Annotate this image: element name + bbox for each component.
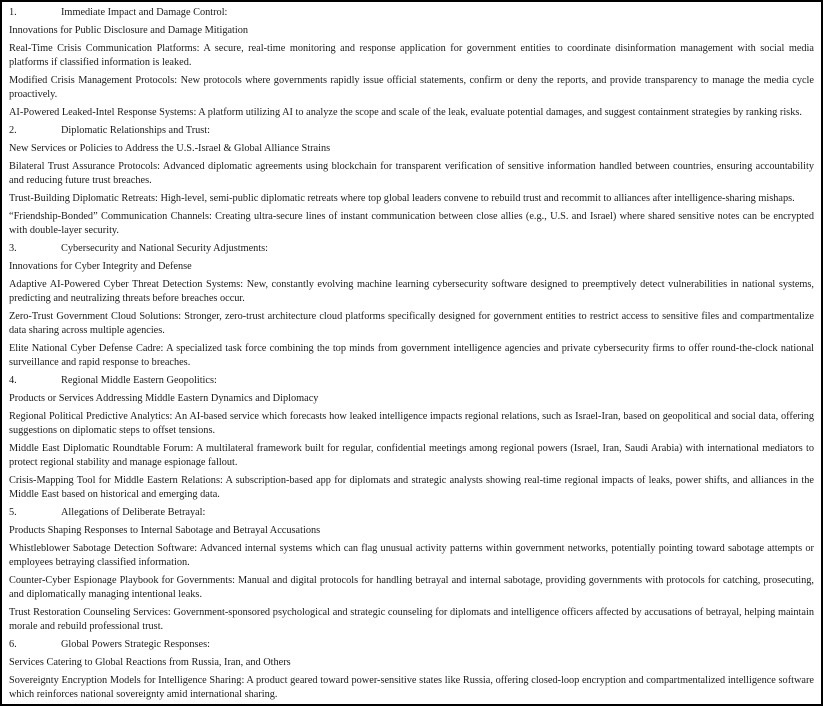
paragraph: AI-Powered Leaked-Intel Response Systems: A platform utilizing AI to analyze the scope and scale of the leak, evaluate potential damages, and suggest containment strategies by ranking risks. [9,107,802,118]
paragraph: Counter-Cyber Espionage Playbook for Governments: Manual and digital protocols for handling betrayal and internal sabotage, providing governments with protocols for catching, prosecuting, and diplomatically managing intentional leaks. [9,575,814,600]
section [9,638,814,702]
paragraph: Adaptive AI-Powered Cyber Threat Detection Systems: New, constantly evolving machine learning cybersecurity software designed to preemptively detect vulnerabilities in national systems, predicting and neutralizing threats before breaches occur. [9,279,814,304]
paragraph: Trust-Building Diplomatic Retreats: High-level, semi-public diplomatic retreats where top global leaders convene to rebuild trust and recommit to alliances after intelligence-sharing mishaps. [9,193,795,204]
sections-container [9,6,814,702]
section-heading-row [9,242,814,256]
section-number: 2. [9,125,17,136]
section-number: 6. [9,639,17,650]
section-number: 5. [9,507,17,518]
paragraph: Whistleblower Sabotage Detection Software: Advanced internal systems which can flag unusual activity patterns within government networks, potentially pointing toward sabotage attempts or employees betraying classified information. [9,543,814,568]
section-number: 1. [9,7,17,18]
section-subtitle: Services Catering to Global Reactions from Russia, Iran, and Others [9,657,291,668]
paragraph: Regional Political Predictive Analytics: An AI-based service which forecasts how leaked intelligence impacts regional relations, such as Israel-Iran, based on geopolitical and social data, offering suggestions on diplomatic steps to offset tensions. [9,411,814,436]
section [9,6,814,120]
section-subtitle: Products or Services Addressing Middle Eastern Dynamics and Diplomacy [9,393,319,404]
paragraph: Zero-Trust Government Cloud Solutions: Stronger, zero-trust architecture cloud platforms specifically designed for government entities to restrict access to sensitive files and compartmentalize data sharing across multiple agencies. [9,311,814,336]
paragraph: Crisis-Mapping Tool for Middle Eastern Relations: A subscription-based app for diplomats and strategic analysts showing real-time regional impacts of leaks, power shifts, and alliances in the Middle East based on historical and emerging data. [9,475,814,500]
section-heading-row [9,638,814,652]
section [9,506,814,634]
section-subtitle: Innovations for Public Disclosure and Damage Mitigation [9,25,249,36]
section-heading-row [9,6,814,20]
section-subtitle: Innovations for Cyber Integrity and Defense [9,261,192,272]
section-subtitle: New Services or Policies to Address the U.S.-Israel & Global Alliance Strains [9,143,331,154]
section [9,242,814,370]
section-number: 4. [9,375,17,386]
section-heading: Cybersecurity and National Security Adjustments: [61,243,269,254]
paragraph: Middle East Diplomatic Roundtable Forum: A multilateral framework built for regular, confidential meetings among regional powers (Israel, Iran, Saudi Arabia) with international mediators to protect regional stability and manage espionage fallout. [9,443,814,468]
paragraph: Modified Crisis Management Protocols: New protocols where governments rapidly issue official statements, confirm or deny the reports, and provide transparency to manage the media cycle proactively. [9,75,814,100]
section-number: 3. [9,243,17,254]
section-heading: Allegations of Deliberate Betrayal: [61,507,206,518]
paragraph: Real-Time Crisis Communication Platforms: A secure, real-time monitoring and response application for government entities to coordinate disinformation management with social media platforms if classified information is leaked. [9,43,814,68]
section-subtitle: Products Shaping Responses to Internal Sabotage and Betrayal Accusations [9,525,321,536]
section-heading-row [9,506,814,520]
section [9,124,814,238]
paragraph: Trust Restoration Counseling Services: Government-sponsored psychological and strategic counseling for diplomats and intelligence officers affected by accusations of betrayal, helping maintain morale and rebuild professional trust. [9,607,814,632]
section-heading-row [9,374,814,388]
section-heading: Immediate Impact and Damage Control: [61,7,228,18]
section [9,374,814,502]
section-heading: Diplomatic Relationships and Trust: [61,125,211,136]
section-heading-row [9,124,814,138]
paragraph: Elite National Cyber Defense Cadre: A specialized task force combining the top minds from government intelligence agencies and private cybersecurity firms to offer round-the-clock national surveillance and rapid response to breaches. [9,343,814,368]
section-heading: Global Powers Strategic Responses: [61,639,210,650]
paragraph: Bilateral Trust Assurance Protocols: Advanced diplomatic agreements using blockchain for transparent verification of sensitive information handled between countries, ensuring accountability and reducing future trust breaches. [9,161,814,186]
paragraph: “Friendship-Bonded” Communication Channels: Creating ultra-secure lines of instant communication between close allies (e.g., U.S. and Israel) where shared sensitive notes can be encrypted with double-layer security. [9,211,814,236]
paragraph: Sovereignty Encryption Models for Intelligence Sharing: A product geared toward power-sensitive states like Russia, offering closed-loop encryption and compartmentalized intelligence software which reinforces national sovereignty amid international sharing. [9,675,814,700]
section-heading: Regional Middle Eastern Geopolitics: [61,375,217,386]
